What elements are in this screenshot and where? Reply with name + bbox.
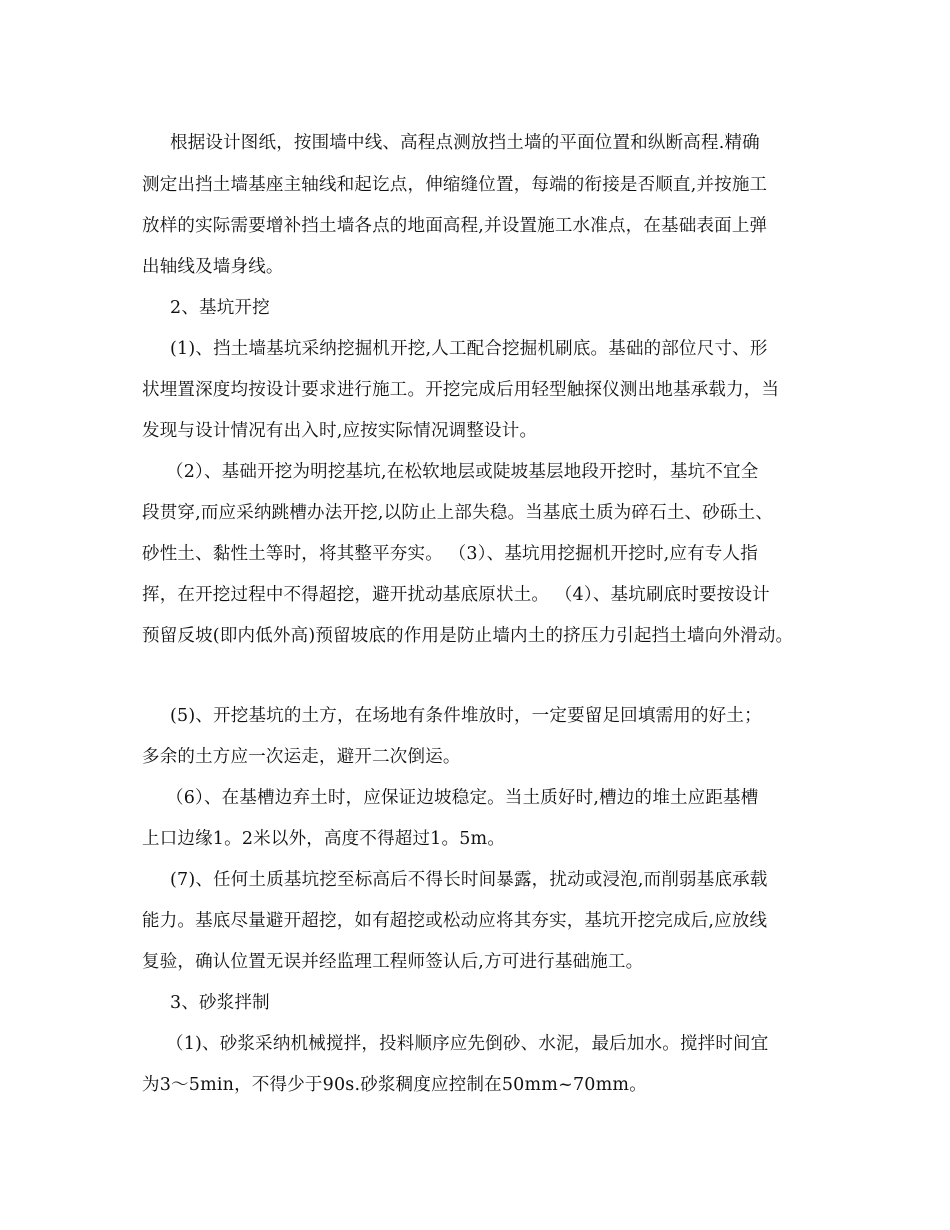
paragraph-line: 上口边缘1。2米以外，高度不得超过1。5m。 bbox=[142, 829, 506, 849]
paragraph-line: 放样的实际需要增补挡土墙各点的地面高程,并设置施工水准点，在基础表面上弹 bbox=[142, 216, 768, 236]
paragraph-line: 状埋置深度均按设计要求进行施工。开挖完成后用轻型触探仪测出地基承载力，当 bbox=[142, 380, 780, 400]
paragraph-line: 挥，在开挖过程中不得超挖，避开扰动基底原状土。 （4）、基坑刷底时要按设计 bbox=[142, 585, 770, 605]
paragraph-line: (1)、挡土墙基坑采纳挖掘机开挖,人工配合挖掘机刷底。基础的部位尺寸、形 bbox=[170, 339, 768, 359]
paragraph-line: 复验，确认位置无误并经监理工程师签认后,方可进行基础施工。 bbox=[142, 952, 644, 972]
paragraph-line: 预留反坡(即内低外高)预留坡底的作用是防止墙内土的挤压力引起挡土墙向外滑动。 bbox=[142, 626, 794, 646]
paragraph-line: （6）、在基槽边弃土时，应保证边坡稳定。当土质好时,槽边的堆土应距基槽 bbox=[166, 788, 759, 808]
paragraph-line: (7)、任何土质基坑挖至标高后不得长时间暴露，扰动或浸泡,而削弱基底承载 bbox=[170, 870, 768, 890]
paragraph-line: (5)、开挖基坑的土方，在场地有条件堆放时，一定要留足回填需用的好土； bbox=[170, 706, 762, 726]
paragraph-line: 发现与设计情况有出入时,应按实际情况调整设计。 bbox=[142, 421, 538, 441]
paragraph-line: 测定出挡土墙基座主轴线和起讫点，伸缩缝位置，每端的衔接是否顺直,并按施工 bbox=[142, 175, 768, 195]
paragraph-line: 能力。基底尽量避开超挖，如有超挖或松动应将其夯实，基坑开挖完成后,应放线 bbox=[142, 911, 768, 931]
paragraph-line: （1)、砂浆采纳机械搅拌，投料顺序应先倒砂、水泥，最后加水。搅拌时间宜 bbox=[166, 1034, 769, 1054]
paragraph-line: 为3～5min，不得少于90s.砂浆稠度应控制在50mm~70mm。 bbox=[142, 1075, 647, 1095]
section-heading: 3、砂浆拌制 bbox=[170, 993, 270, 1013]
paragraph-line: 段贯穿,而应采纳跳槽办法开挖,以防止上部失稳。当基底土质为碎石土、砂砾土、 bbox=[142, 503, 774, 523]
section-heading: 2、基坑开挖 bbox=[170, 298, 270, 318]
paragraph-line: 出轴线及墙身线。 bbox=[142, 257, 284, 277]
paragraph-line: 多余的土方应一次运走，避开二次倒运。 bbox=[142, 747, 461, 767]
paragraph-line: （2）、基础开挖为明挖基坑,在松软地层或陡坡基层地段开挖时，基坑不宜全 bbox=[166, 462, 759, 482]
paragraph-line: 根据设计图纸，按围墙中线、高程点测放挡土墙的平面位置和纵断高程.精确 bbox=[170, 133, 760, 153]
paragraph-line: 砂性土、黏性土等时，将其整平夯实。 （3）、基坑用挖掘机开挖时,应有专人指 bbox=[142, 544, 758, 564]
